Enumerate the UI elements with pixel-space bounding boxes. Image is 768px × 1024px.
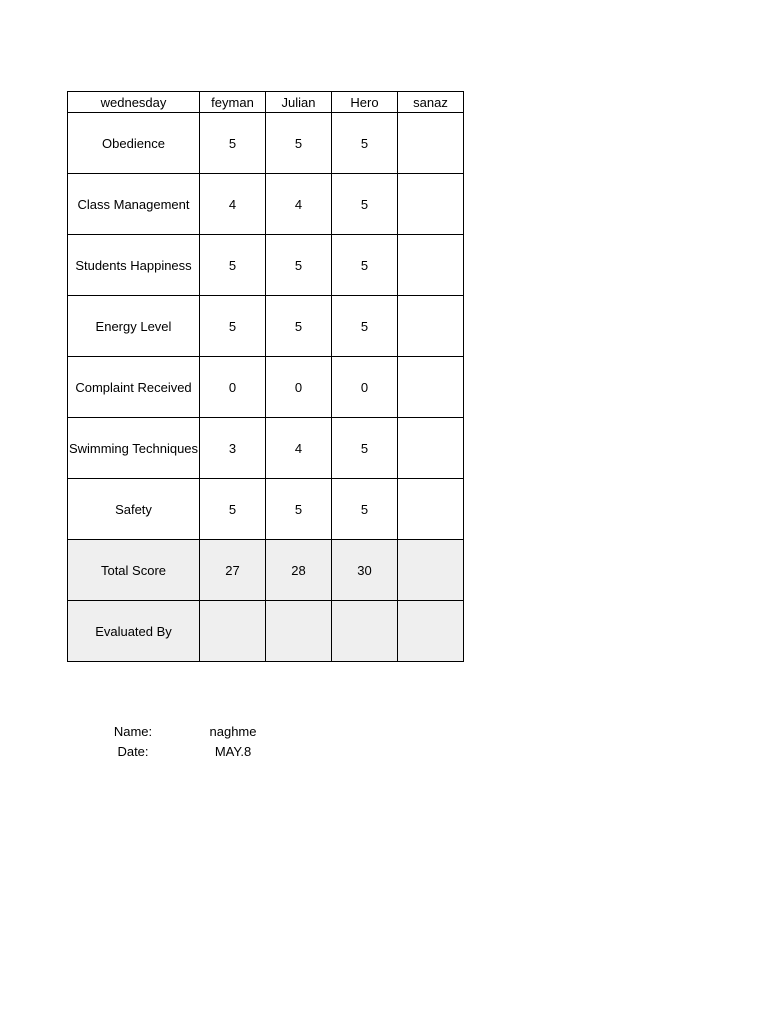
name-label: Name: [113,724,153,739]
evaluator-cell [398,601,464,662]
table-row-safety [68,479,464,540]
score-cell: 3 [200,418,266,479]
row-label: Safety [68,479,200,540]
table-row-complaint-received [68,357,464,418]
score-cell [398,113,464,174]
table-row-evaluated-by [68,601,464,662]
total-cell: 28 [266,540,332,601]
total-cell: 27 [200,540,266,601]
score-cell: 5 [332,296,398,357]
row-label: Obedience [68,113,200,174]
row-label: Total Score [68,540,200,601]
evaluator-cell [266,601,332,662]
row-label: Swimming Techniques [68,418,200,479]
score-cell [398,418,464,479]
score-cell: 5 [266,296,332,357]
header-name-julian: Julian [266,92,332,113]
table-header-row [68,92,464,113]
score-cell: 0 [332,357,398,418]
score-cell: 4 [266,174,332,235]
row-label: Energy Level [68,296,200,357]
score-cell [398,479,464,540]
row-label: Evaluated By [68,601,200,662]
table-row-energy-level [68,296,464,357]
header-name-hero: Hero [332,92,398,113]
header-name-feyman: feyman [200,92,266,113]
score-cell: 5 [200,296,266,357]
score-cell: 4 [200,174,266,235]
row-label: Students Happiness [68,235,200,296]
score-cell: 4 [266,418,332,479]
score-cell [398,296,464,357]
score-cell [398,357,464,418]
evaluator-cell [332,601,398,662]
date-value: MAY.8 [214,744,252,759]
header-day-cell: wednesday [68,92,200,113]
header-name-sanaz: sanaz [398,92,464,113]
score-cell: 0 [200,357,266,418]
score-cell: 5 [200,113,266,174]
row-label: Complaint Received [68,357,200,418]
score-cell: 5 [266,479,332,540]
name-value: naghme [209,724,257,739]
table-row-total-score [68,540,464,601]
evaluator-cell [200,601,266,662]
score-cell [398,174,464,235]
table-row-students-happiness [68,235,464,296]
date-line [0,742,400,762]
name-line [0,722,400,742]
table-row-class-management [68,174,464,235]
score-cell: 5 [200,235,266,296]
score-cell: 5 [332,418,398,479]
row-label: Class Management [68,174,200,235]
score-cell: 5 [266,113,332,174]
score-cell [398,235,464,296]
score-cell: 5 [332,113,398,174]
total-cell: 30 [332,540,398,601]
table-row-obedience [68,113,464,174]
score-cell: 5 [200,479,266,540]
score-cell: 5 [332,479,398,540]
evaluation-table [67,91,464,662]
date-label: Date: [117,744,149,759]
score-cell: 0 [266,357,332,418]
score-cell: 5 [332,174,398,235]
table-row-swimming-techniques [68,418,464,479]
score-cell: 5 [266,235,332,296]
score-cell: 5 [332,235,398,296]
total-cell [398,540,464,601]
